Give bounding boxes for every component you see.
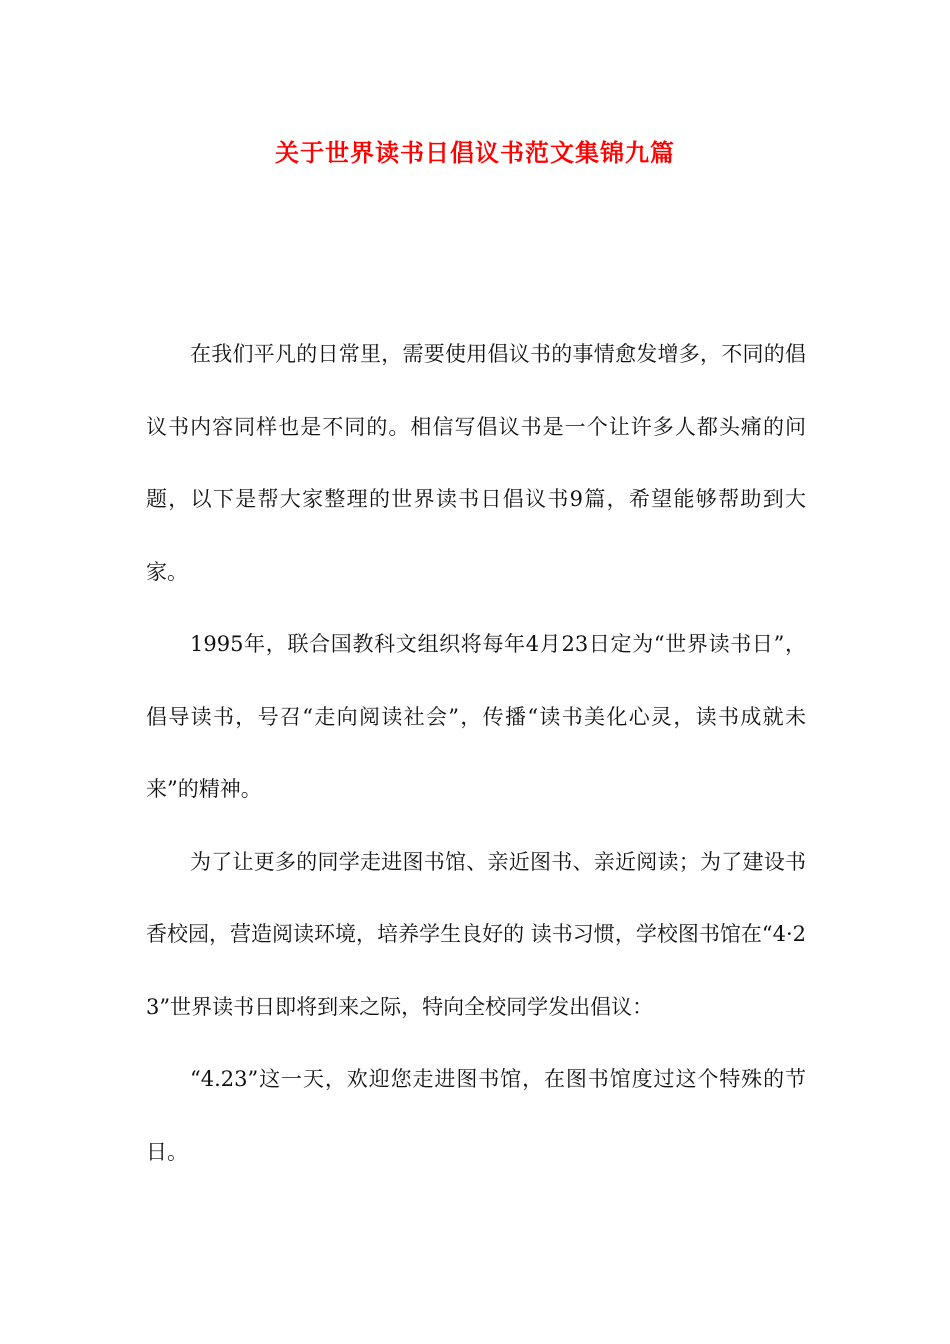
paragraph-intro: 在我们平凡的日常里，需要使用倡议书的事情愈发增多，不同的倡议书内容同样也是不同的。相信写倡议书是一个让许多人都头痛的问题，以下是帮大家整理的世界读书日倡议书9篇，希望能够帮助到大家。 [146,342,806,584]
paragraph-history: 1995年，联合国教科文组织将每年4月23日定为“世界读书日”，倡导读书，号召“走向阅读社会”，传播“读书美化心灵，读书成就未来”的精神。 [146,632,806,801]
document-body [146,318,806,1188]
document-title: 关于世界读书日倡议书范文集锦九篇 [275,138,675,167]
paragraph-invitation: “4.23”这一天，欢迎您走进图书馆，在图书馆度过这个特殊的节日。 [146,1067,806,1164]
paragraph-purpose: 为了让更多的同学走进图书馆、亲近图书、亲近阅读；为了建设书香校园，营造阅读环境，培养学生良好的 读书习惯，学校图书馆在“4·23”世界读书日即将到来之际，特向全校同学发出倡议： [146,849,806,1019]
